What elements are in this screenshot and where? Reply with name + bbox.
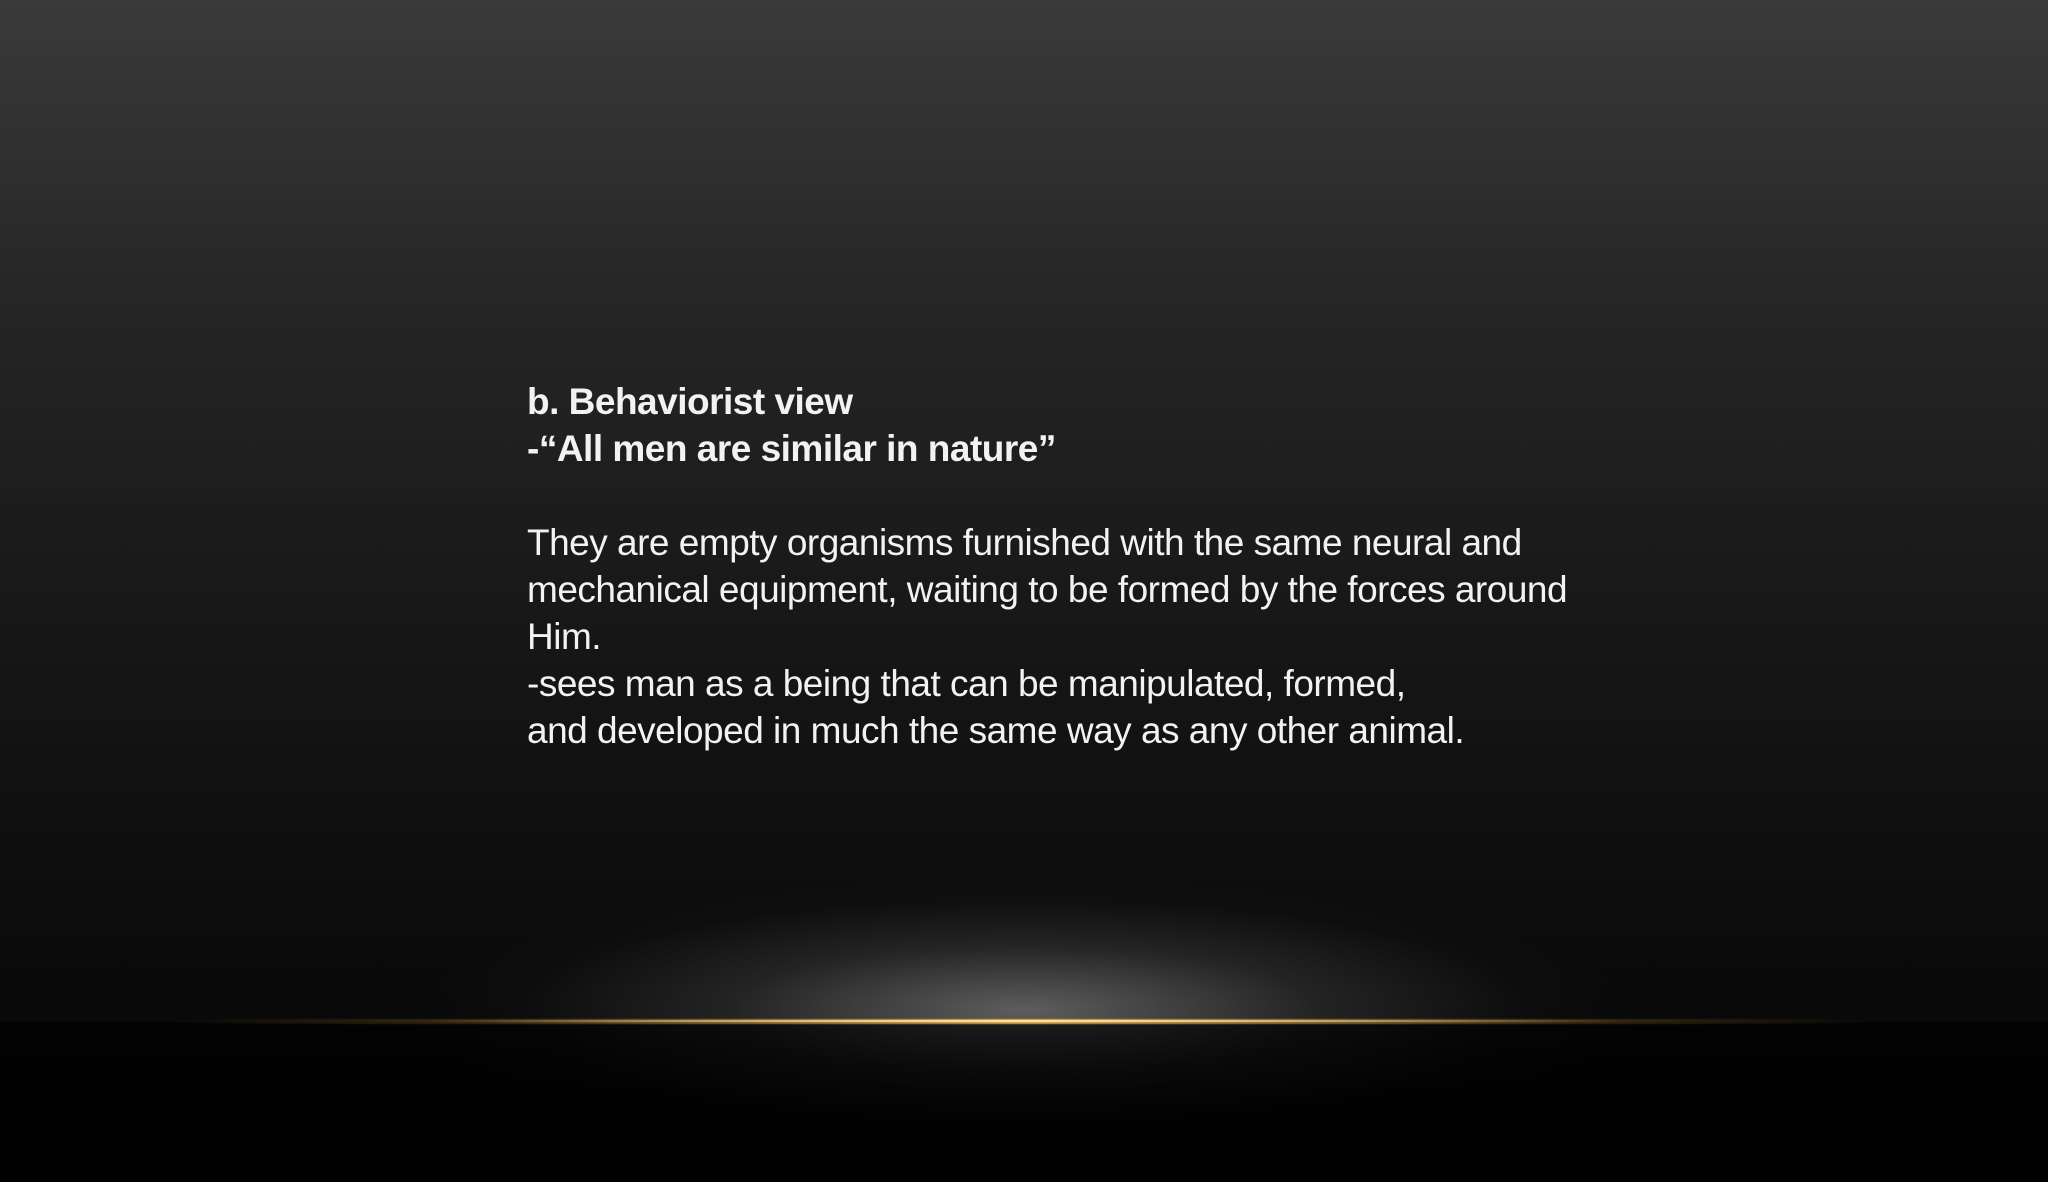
body-line-4: -sees man as a being that can be manipulated, formed, — [527, 663, 1406, 704]
slide-text-content — [527, 378, 1568, 754]
body-line-5: and developed in much the same way as any other animal. — [527, 710, 1465, 751]
slide-heading: b. Behaviorist view — [527, 381, 853, 422]
gold-horizon-highlight — [420, 1020, 1628, 1022]
body-line-3: Him. — [527, 616, 602, 657]
slide-quote: -“All men are similar in nature” — [527, 428, 1056, 469]
body-line-1: They are empty organisms furnished with the same neural and — [527, 522, 1522, 563]
paragraph-spacer — [527, 472, 1527, 519]
spotlight-glow — [424, 880, 1624, 1140]
floor-shadow — [0, 1022, 2048, 1182]
body-line-2: mechanical equipment, waiting to be formed by the forces around — [527, 569, 1568, 610]
